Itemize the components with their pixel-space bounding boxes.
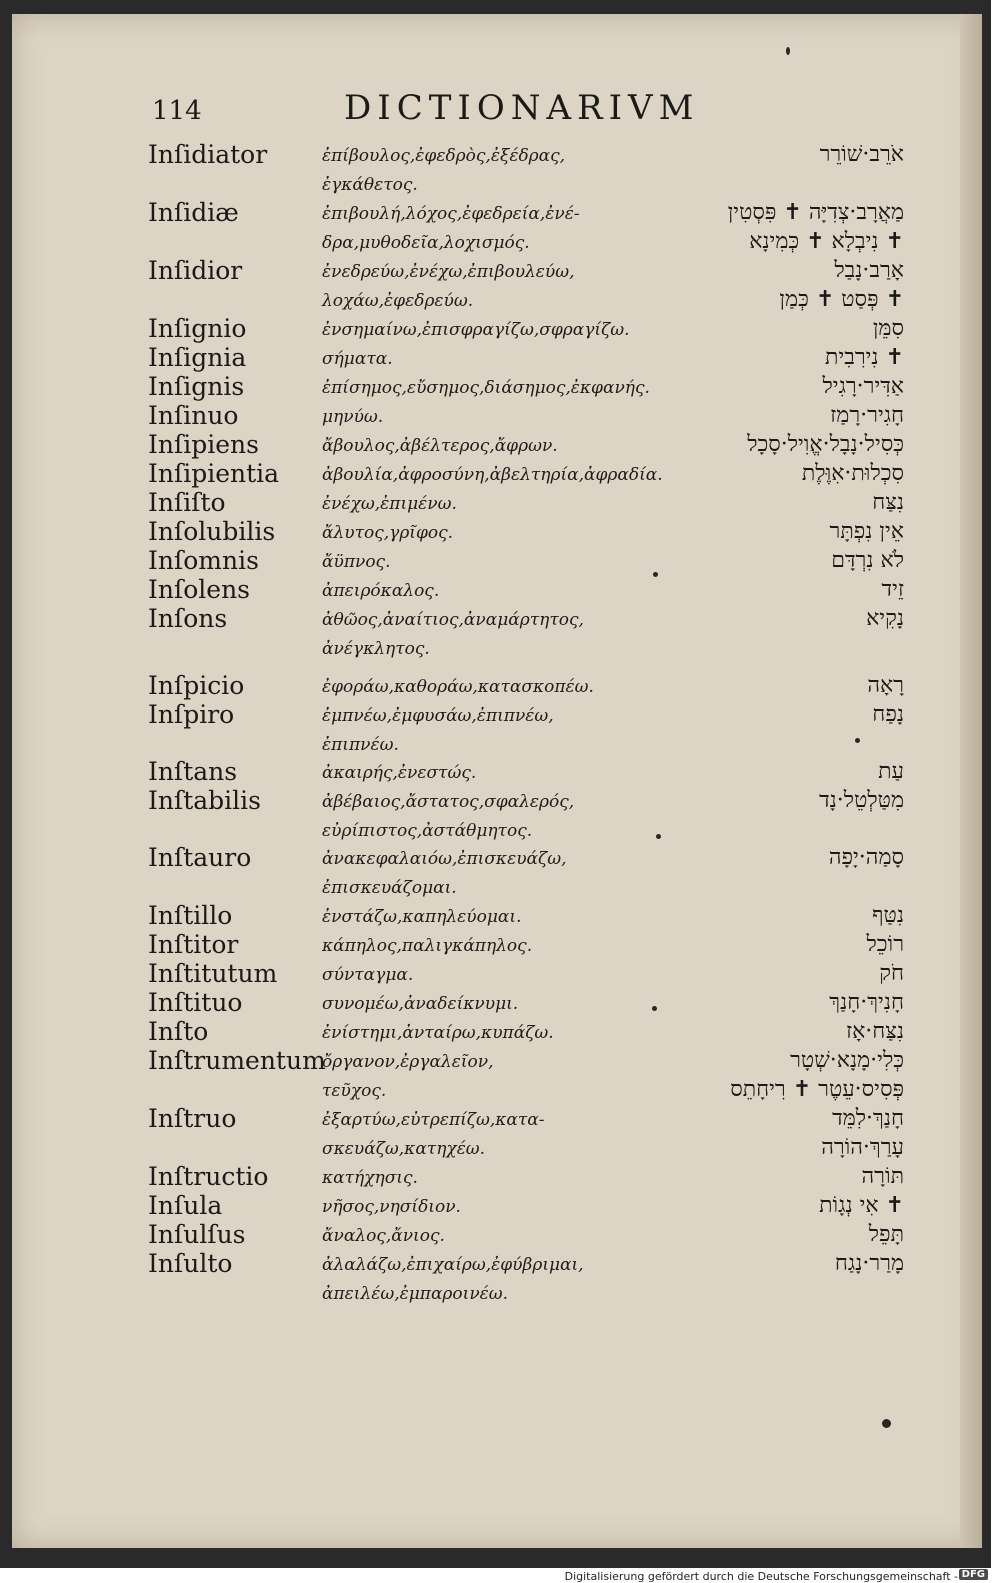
latin-headword: Inſolubilis [148,517,276,546]
greek-equivalents [322,548,390,577]
hebrew-equivalents [829,843,904,872]
greek-line: ἀνακεφαλαιόω,ἐπισκευάζω, [322,849,567,869]
latin-headword: Inſons [148,604,228,633]
greek-equivalents [322,403,383,432]
hebrew-line: עַת [878,759,904,784]
latin-headword: Inſto [148,1017,209,1046]
dictionary-entry [0,786,970,846]
greek-line: ἐμπνέω,ἐμφυσάω,ἐπιπνέω, [322,706,554,726]
hebrew-line: ✝ אִי נְגָוֹת [819,1193,904,1218]
latin-headword: Inſtructio [148,1162,269,1191]
latin-headword: Inſpicio [148,671,245,700]
hebrew-line: ✝ פְּסַט ✝ כְּמַן [779,287,904,312]
latin-headword: Inſtillo [148,901,233,930]
greek-line: ἀνέγκλητος. [322,639,430,659]
hebrew-line: תּוֹרָה [861,1164,904,1189]
stray-mark [652,1006,657,1011]
hebrew-line: אֹרֵב·שׁוֹרֵר [819,142,904,167]
latin-headword: Inſtauro [148,843,252,872]
hebrew-line: חָגִיר·רָמַז [830,403,904,428]
hebrew-line: נָפַח [872,702,904,727]
latin-headword: Inſipiens [148,430,259,459]
hebrew-line: זֵיד [881,577,904,602]
greek-equivalents [322,258,575,316]
greek-line: ἄλυτος,γρῖφος. [322,523,454,543]
greek-line: ἐφοράω,καθοράω,κατασκοπέω. [322,677,594,697]
hebrew-line: תָּפֵל [868,1222,904,1247]
dictionary-entry [0,843,970,903]
greek-equivalents [322,142,565,200]
latin-headword: Inſignia [148,343,247,372]
greek-line: ἐπισκευάζομαι. [322,878,457,898]
hebrew-line: כְּסִיל·נָבָל·אֱוִיל·סָכָל [747,432,904,457]
dictionary-entry [0,198,970,258]
greek-line: τεῦχος. [322,1081,387,1101]
greek-equivalents [322,577,439,606]
hebrew-line: מַאֲרָב·צְדִיָּה ✝ פִּסְטִין [727,200,904,225]
latin-headword: Inſidior [148,256,243,285]
greek-line: ἐνίστημι,ἀνταίρω,κυπάζω. [322,1023,554,1043]
latin-headword: Inſipientia [148,459,280,488]
greek-line: ἐνστάζω,καπηλεύομαι. [322,907,522,927]
hebrew-equivalents [830,401,904,430]
greek-equivalents [322,702,554,760]
greek-line: σήματα. [322,349,393,369]
hebrew-line: חֹק [879,961,904,986]
hebrew-equivalents [728,198,904,256]
hebrew-equivalents [831,546,904,575]
greek-line: ἐξαρτύω,εὐτρεπίζω,κατα- [322,1110,545,1130]
hebrew-line: רָאָה [867,673,904,698]
greek-line: ἐπιβουλή,λόχος,ἐφεδρεία,ἐνέ- [322,204,580,224]
greek-line: ἄβουλος,ἀβέλτερος,ἄφρων. [322,436,558,456]
greek-line: ἄναλος,ἄνιος. [322,1226,445,1246]
greek-line: ἄϋπνος. [322,552,391,572]
greek-line: ἐπίβουλος,ἐφεδρὸς,ἐξέδρας, [322,146,566,166]
hebrew-equivalents [878,757,904,786]
latin-headword: Inſtitutum [148,959,278,988]
hebrew-line: לֹא נִרְדָּם [831,548,904,573]
hebrew-equivalents [730,1046,904,1104]
greek-equivalents [322,490,457,519]
footer-credit: Digitalisierung gefördert durch die Deutsche Forschungsgemeinschaft - [564,1570,958,1583]
greek-line: ἐνεδρεύω,ἐνέχω,ἐπιβουλεύω, [322,262,575,282]
greek-line: ὄργανον,ἐργαλεῖον, [322,1052,494,1072]
stray-mark [656,834,661,839]
latin-headword: Inſignis [148,372,245,401]
hebrew-equivalents [779,256,904,314]
hebrew-line: סִכְלוּת·אִוֶּלֶת [801,461,904,486]
latin-headword: Inſtrumentum [148,1046,326,1075]
hebrew-line: חָנִיךְ·חָנַךְ [829,990,904,1015]
greek-equivalents [322,673,594,702]
hebrew-line: חָנַךְ·לִמֵּד [832,1106,904,1131]
latin-headword: Inſtruo [148,1104,237,1133]
hebrew-line: נִצַּח·אָז [845,1019,904,1044]
hebrew-equivalents [835,1249,904,1278]
hebrew-line: נִצַּח [872,490,904,515]
hebrew-equivalents [830,517,904,546]
hebrew-line: רוֹכֵל [866,932,904,957]
hebrew-equivalents [825,343,904,372]
greek-equivalents [322,903,521,932]
greek-line: κάπηλος,παλιγκάπηλος. [322,936,533,956]
latin-headword: Inſtabilis [148,786,262,815]
greek-equivalents [322,461,663,490]
hebrew-equivalents [846,1017,904,1046]
greek-line: δρα,μυθοδεῖα,λοχισμός. [322,233,530,253]
latin-headword: Inſignio [148,314,247,343]
greek-line: ἀκαιρής,ἐνεστώς. [322,763,477,783]
dictionary-entry [0,140,970,200]
hebrew-line: מָרַר·נָגַח [834,1251,904,1276]
dictionary-entry [0,1046,970,1106]
greek-equivalents [322,845,567,903]
greek-line: συνομέω,ἀναδείκνυμι. [322,994,519,1014]
hebrew-line: אַדִּיר·רָגִיל [822,374,904,399]
greek-line: σκευάζω,κατηχέω. [322,1139,486,1159]
greek-equivalents [322,932,532,961]
stray-mark [653,572,658,577]
greek-equivalents [322,788,574,846]
dictionary-entry [0,604,970,664]
stray-mark [855,738,860,743]
greek-equivalents [322,1106,545,1164]
hebrew-line: אֵין נִפְתָּר [829,519,904,544]
greek-line: μηνύω. [322,407,384,427]
greek-equivalents [322,606,584,664]
greek-line: ἐνσημαίνω,ἐπισφραγίζω,σφραγίζω. [322,320,630,340]
greek-line: ἀθῶος,ἀναίτιος,ἀναμάρτητος, [322,610,584,630]
greek-equivalents [322,990,518,1019]
hebrew-equivalents [866,604,904,633]
latin-headword: Inſtituo [148,988,243,1017]
hebrew-equivalents [873,314,904,343]
latin-headword: Inſidiator [148,140,268,169]
hebrew-line: מִטַּלְטֵל·נָד [819,788,904,813]
greek-line: ἀβέβαιος,ἄστατος,σφαλερός, [322,792,575,812]
greek-equivalents [322,345,393,374]
latin-headword: Inſiſto [148,488,226,517]
greek-equivalents [322,432,558,461]
hebrew-line: עָרַךְ·הוֹרָה [821,1135,904,1160]
hebrew-equivalents [867,930,904,959]
latin-headword: Inſomnis [148,546,259,575]
dictionary-entry [0,700,970,760]
greek-line: εὐρίπιστος,ἀστάθμητος. [322,821,533,841]
hebrew-equivalents [802,459,904,488]
latin-headword: Inſula [148,1191,223,1220]
hebrew-equivalents [867,671,904,700]
hebrew-equivalents [820,140,904,169]
greek-line: ἐνέχω,ἐπιμένω. [322,494,457,514]
hebrew-line: נָקִיא [866,606,904,631]
hebrew-line: פְּסִיס·עֵטֶר ✝ רִיחָתֵס [730,1077,904,1102]
greek-line: λοχάω,ἐφεδρεύω. [322,291,474,311]
greek-line: σύνταγμα. [322,965,414,985]
hebrew-line: סִמֵּן [872,316,904,341]
greek-line: κατήχησις. [322,1168,418,1188]
latin-headword: Inſinuo [148,401,239,430]
greek-equivalents [322,1193,461,1222]
latin-headword: Inſtans [148,757,238,786]
hebrew-line: אָרַב·נָבַל [834,258,904,283]
ink-blot [882,1419,891,1428]
greek-equivalents [322,316,630,345]
hebrew-line: סָמַה·יָפָה [828,845,904,870]
latin-headword: Inſpiro [148,700,235,729]
latin-headword: Inſulto [148,1249,233,1278]
hebrew-equivalents [872,488,904,517]
greek-equivalents [322,961,413,990]
hebrew-line: כְּלִי·מָנָא·שְׁטָר [790,1048,904,1073]
greek-line: ἐπιπνέω. [322,735,399,755]
hebrew-equivalents [819,786,904,815]
hebrew-equivalents [879,959,904,988]
greek-equivalents [322,519,453,548]
greek-line: νῆσος,νησίδιον. [322,1197,461,1217]
hebrew-equivalents [823,372,904,401]
greek-line: ἀβουλία,ἀφροσύνη,ἀβελτηρία,ἀφραδία. [322,465,663,485]
latin-headword: Inſolens [148,575,251,604]
greek-equivalents [322,1251,584,1309]
greek-equivalents [322,759,476,788]
latin-headword: Inſidiæ [148,198,239,227]
greek-equivalents [322,374,650,403]
dictionary-entry [0,1104,970,1164]
dictionary-entry [0,1249,970,1309]
hebrew-equivalents [821,1104,904,1162]
greek-equivalents [322,1048,493,1106]
greek-equivalents [322,200,580,258]
hebrew-equivalents [869,1220,904,1249]
hebrew-line: ✝ נִירִבִית [825,345,904,370]
greek-equivalents [322,1164,418,1193]
greek-equivalents [322,1222,445,1251]
greek-line: ἀλαλάζω,ἐπιχαίρω,ἐφύβριμαι, [322,1255,584,1275]
dfg-logo: DFG [959,1569,988,1580]
greek-line: ἀπειρόκαλος. [322,581,440,601]
greek-line: ἀπειλέω,ἐμπαροινέω. [322,1284,509,1304]
latin-headword: Inſulſus [148,1220,246,1249]
hebrew-equivalents [872,700,904,729]
hebrew-equivalents [829,988,904,1017]
hebrew-equivalents [861,1162,904,1191]
hebrew-line: ✝ נִיבְלָא ✝ כְּמִינָא [749,229,904,254]
greek-line: ἐπίσημος,εὔσημος,διάσημος,ἐκφανής. [322,378,650,398]
hebrew-line: נִטַּף [872,903,904,928]
latin-headword: Inſtitor [148,930,239,959]
hebrew-equivalents [882,575,904,604]
stray-mark [786,47,790,55]
page-number: 114 [152,96,202,126]
greek-equivalents [322,1019,554,1048]
hebrew-equivalents [819,1191,904,1220]
greek-line: ἐγκάθετος. [322,175,418,195]
hebrew-equivalents [872,901,904,930]
dictionary-entry [0,256,970,316]
hebrew-equivalents [747,430,904,459]
running-head: DICTIONARIVM [344,88,700,128]
